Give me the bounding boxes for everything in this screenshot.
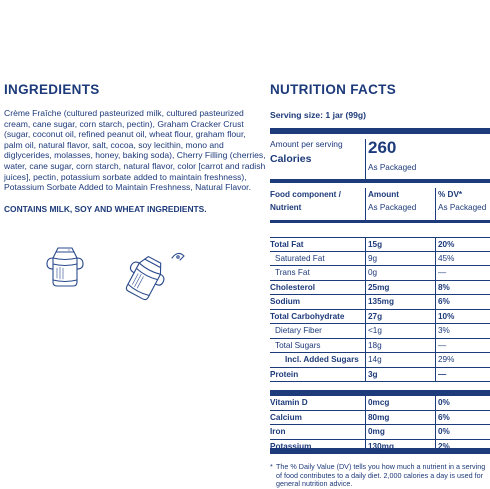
lid-handle-icon: [172, 253, 184, 260]
rivet-icon: [177, 256, 179, 258]
row-protein: [270, 368, 490, 383]
nutrient-dv: 2%: [438, 441, 450, 451]
calories-as-packaged: As Packaged: [368, 163, 417, 172]
nutrient-name: Calcium: [270, 411, 366, 425]
milk-can-icon: [47, 248, 83, 286]
nutrient-amount: 15g: [366, 238, 436, 251]
nutrient-amount: 0mcg: [366, 396, 436, 410]
nutrient-dv: 3%: [438, 326, 450, 335]
header-amount: [366, 188, 436, 220]
nutrient-amount: 0mg: [366, 425, 436, 439]
nutrient-amount: 80mg: [366, 411, 436, 425]
nutrient-name: Trans Fat: [270, 266, 366, 280]
table-spacer: [270, 223, 490, 237]
nutrient-name: Total Fat: [270, 238, 366, 251]
nutrient-name: Saturated Fat: [270, 252, 366, 266]
header-nutrient-line2: Nutrient: [270, 203, 302, 212]
row-iron: [270, 425, 490, 440]
tipped-milk-can-icon: [120, 251, 171, 303]
row-total-carbohydrate: [270, 310, 490, 325]
row-sodium: [270, 295, 490, 310]
nutrient-amount: 27g: [366, 310, 436, 324]
nutrient-amount: 135mg: [366, 295, 436, 309]
daily-value-footnote: [270, 463, 490, 489]
ingredients-section: [4, 82, 266, 214]
nutrient-name: Total Carbohydrate: [270, 310, 366, 324]
calories-label: Calories: [270, 153, 312, 165]
vitamins-separator: [270, 382, 490, 396]
nutrient-name: Total Sugars: [270, 339, 366, 353]
calories-value-cell: [366, 139, 416, 179]
row-calcium: [270, 411, 490, 426]
row-saturated-fat: [270, 252, 490, 267]
nutrient-name: Cholesterol: [270, 281, 366, 295]
ingredients-title: INGREDIENTS: [4, 82, 100, 97]
nutrient-dv: 8%: [438, 282, 450, 292]
nutrient-name: Dietary Fiber: [270, 324, 366, 338]
nutrient-amount: 3g: [366, 368, 436, 382]
serving-size: Serving size: 1 jar (99g): [270, 110, 490, 134]
nutrient-dv: —: [438, 268, 447, 277]
row-added-sugars: [270, 353, 490, 368]
amount-per-serving: Amount per serving: [270, 139, 343, 149]
nutrient-name: Incl. Added Sugars: [270, 353, 366, 367]
nutrient-amount: <1g: [366, 324, 436, 338]
nutrient-amount: 18g: [366, 339, 436, 353]
header-nutrient-line1: Food component /: [270, 190, 341, 199]
nutrient-name: Vitamin D: [270, 396, 366, 410]
ingredients-text: Crème Fraîche (cultured pasteurized milk, cultured pasteurized cream, cane sugar, corn starch, pectin), Graham Cracker Crust (sugar, coconut oil, refined peanut oil, wheat flour, graham flour, palm oil, natural flavor, salt, cocoa, soy lecithin, mono and diglycerides, molasses, honey, baking soda), Cherry Filling (cherries, water, cane sugar, corn starch, natural flavor, color [carrot and radish juices], pectin, potassium sorbate added to maintain freshness), Potassium Sorbate Added to Maintain Freshness, Natural Flavor.: [4, 108, 266, 193]
header-amount-line1: Amount: [368, 190, 399, 199]
nutrient-name: Protein: [270, 368, 366, 382]
nutrition-title: NUTRITION FACTS: [270, 82, 396, 97]
calories-label-cell: [270, 139, 366, 179]
nutrient-dv: —: [438, 340, 447, 350]
nutrient-name: Iron: [270, 425, 366, 439]
row-cholesterol: [270, 281, 490, 296]
header-nutrient: [270, 188, 366, 220]
row-potassium: [270, 440, 490, 455]
calories-block: [270, 134, 490, 183]
nutrient-dv: 6%: [438, 412, 450, 422]
nutrient-dv: 6%: [438, 297, 450, 306]
nutrient-amount: 25mg: [366, 281, 436, 295]
nutrition-facts-panel: [270, 82, 490, 489]
header-amount-line2: As Packaged: [368, 203, 417, 212]
row-total-sugars: [270, 339, 490, 354]
nutrient-dv: 20%: [438, 240, 455, 249]
table-header: [270, 183, 490, 223]
row-vitamin-d: [270, 396, 490, 411]
header-dv-line1: % DV*: [438, 190, 463, 199]
nutrient-dv: 10%: [438, 311, 455, 321]
nutrient-name: Sodium: [270, 295, 366, 309]
allergen-statement: CONTAINS MILK, SOY AND WHEAT INGREDIENTS.: [4, 203, 207, 214]
row-total-fat: [270, 237, 490, 252]
nutrient-amount: 14g: [366, 353, 436, 367]
nutrient-dv: 0%: [438, 427, 450, 436]
nutrient-amount: 9g: [366, 252, 436, 266]
nutrient-dv: 29%: [438, 355, 455, 364]
footnote-text: The % Daily Value (DV) tells you how much a nutrient in a serving of food contributes to a daily diet. 2,000 calories a day is used for general nutrition advice.: [276, 462, 486, 489]
nutrient-amount: 130mg: [366, 440, 436, 449]
footnote-asterisk: *: [270, 462, 273, 471]
nutrient-dv: 0%: [438, 398, 450, 407]
row-dietary-fiber: [270, 324, 490, 339]
calories-value: 260: [368, 138, 397, 157]
header-dv-line2: As Packaged: [438, 203, 487, 212]
row-trans-fat: [270, 266, 490, 281]
nutrient-name: Potassium: [270, 440, 366, 449]
nutrient-dv: 45%: [438, 253, 455, 263]
nutrient-dv: —: [438, 369, 447, 379]
milk-cans-illustration: [44, 240, 194, 320]
header-dv: [436, 188, 486, 220]
nutrient-amount: 0g: [366, 266, 436, 280]
